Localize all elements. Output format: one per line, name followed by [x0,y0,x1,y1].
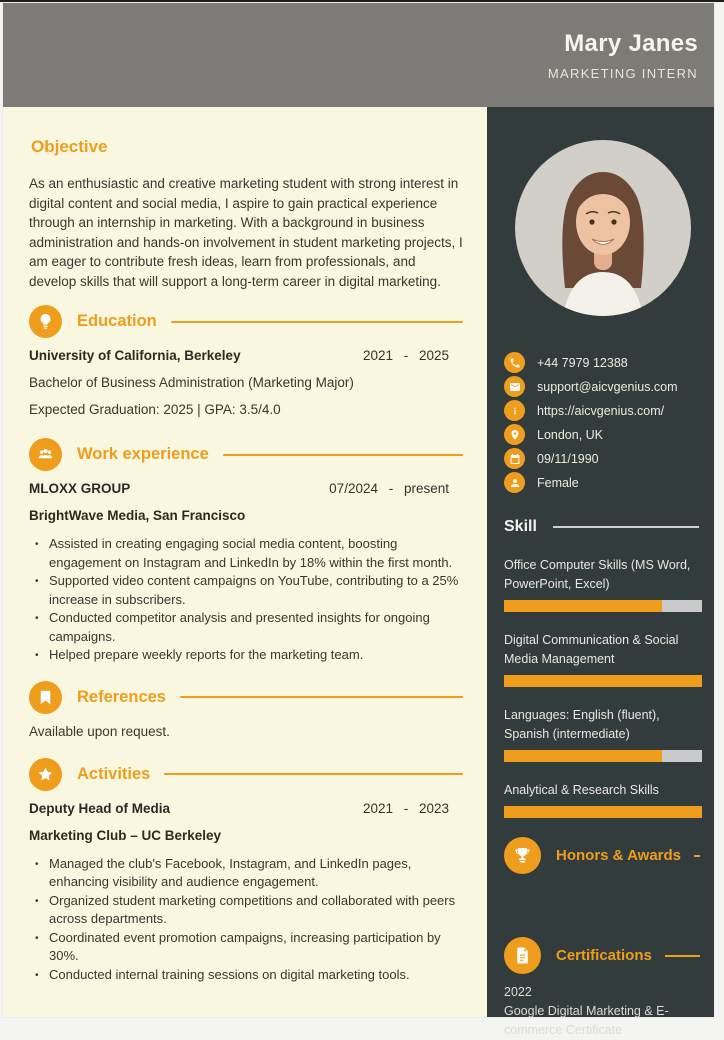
activities-rule [164,773,463,775]
work-entry [29,479,463,499]
section-references [29,681,463,742]
skill-bar-fill [504,600,662,612]
section-activities [29,758,463,985]
lightbulb-icon [29,305,62,338]
website-url: https://aicvgenius.com/ [537,403,665,418]
contact-row [504,424,702,445]
skills-rule [553,526,699,528]
bullet-item: • Helped prepare weekly reports for the marketing team. [35,646,463,665]
skill-item [504,706,702,762]
calendar-icon [504,448,525,469]
profile-photo [515,140,691,316]
activities-entry [29,799,463,819]
skills-list [504,556,702,818]
candidate-name: Mary Janes [564,29,698,57]
resume-sheet [3,3,714,1037]
contact-list [504,352,702,493]
skills-heading: Skill [504,518,537,535]
skill-item [504,781,702,818]
certification-entry [504,983,702,1040]
activities-bullet-list [35,855,463,985]
bullet-item: • Managed the club's Facebook, Instagram, and LinkedIn pages, enhancing visibility and audience engagement. [35,855,463,892]
activities-heading: Activities [77,764,151,783]
sidebar [487,107,714,1037]
work-bullet-list [35,535,463,665]
education-degree: Bachelor of Business Administration (Marketing Major) [29,375,354,390]
skill-label: Digital Communication & Social Media Management [504,633,679,666]
skill-label: Languages: English (fluent), Spanish (intermediate) [504,708,660,741]
email-address: support@aicvgenius.com [537,379,678,394]
left-column [3,107,487,1017]
skill-item [504,631,702,687]
activity-org: Marketing Club – UC Berkeley [29,827,222,843]
objective-text: As an enthusiastic and creative marketing student with strong interest in digital content and social media, I aspire to gain practical experience through an internship in marketing. With a background in business administration and hands-on involvement in student marketing projects, I am eager to contribute fresh ideas, learn from professionals, and develop skills that will support a long-term career in digital marketing. [29,176,463,289]
work-heading: Work experience [77,445,209,463]
phone-number: +44 7979 12388 [537,355,628,370]
education-entry [29,346,463,366]
education-header [29,305,463,338]
skill-bar [504,750,702,762]
skill-bar-fill [504,806,702,818]
certification-name: Google Digital Marketing & E-commerce Certificate [504,1004,669,1037]
honors-heading: Honors & Awards [556,847,682,864]
section-honors [504,837,702,874]
school-name: University of California, Berkeley [29,348,241,363]
skill-bar [504,806,702,818]
star-icon [29,758,62,791]
skill-bar-fill [504,750,662,762]
skill-bar-fill [504,675,702,687]
education-rule [171,321,463,323]
references-text: Available upon request. [29,723,170,739]
website-icon [504,400,525,421]
skill-label: Analytical & Research Skills [504,783,659,797]
work-rule [223,454,463,456]
activities-header [29,758,463,791]
company-name: MLOXX GROUP [29,481,131,496]
contact-row [504,448,702,469]
phone-icon [504,352,525,373]
people-icon [29,438,62,471]
references-rule [180,696,463,698]
work-dates: 07/2024 - present [329,481,449,496]
certifications-heading: Certifications [556,947,652,964]
bullet-item: • Supported video content campaigns on YouTube, contributing to a 25% increase in subscribers. [35,572,463,609]
section-education [29,305,463,420]
candidate-role: MARKETING INTERN [547,65,698,81]
honors-rule [694,855,700,857]
gender-text: Female [537,475,579,490]
section-objective [29,137,463,291]
skill-bar [504,675,702,687]
main-columns [3,107,714,1037]
bookmark-icon [29,681,62,714]
bullet-item: • Assisted in creating engaging social media content, boosting engagement on Instagram and LinkedIn by 18% within the first month. [35,535,463,572]
references-header [29,681,463,714]
education-dates: 2021 - 2025 [362,348,449,363]
skill-item [504,556,702,612]
section-certifications [504,937,702,974]
education-note: Expected Graduation: 2025 | GPA: 3.5/4.0 [29,402,281,417]
work-header [29,438,463,471]
birthdate-text: 09/11/1990 [537,451,599,466]
section-work [29,438,463,665]
skill-label: Office Computer Skills (MS Word, PowerPoint, Excel) [504,558,691,591]
certificate-icon [504,937,541,974]
references-heading: References [77,687,166,706]
objective-heading: Objective [31,137,108,156]
location-text: London, UK [537,427,604,442]
bullet-item: • Coordinated event promotion campaigns, increasing participation by 30%. [35,929,463,966]
work-org: BrightWave Media, San Francisco [29,508,246,523]
email-icon [504,376,525,397]
trophy-icon [504,837,541,874]
certifications-rule [665,955,700,957]
page-top-border [0,0,724,2]
person-icon [504,472,525,493]
activity-dates: 2021 - 2023 [362,800,449,816]
bullet-item: • Organized student marketing competitions and collaborated with peers across departments. [35,892,463,929]
section-skills [504,518,702,818]
bullet-item: • Conducted internal training sessions on digital marketing tools. [35,966,463,985]
education-heading: Education [77,312,157,330]
contact-row [504,472,702,493]
header-bar [3,3,714,107]
skill-bar [504,600,702,612]
activity-role: Deputy Head of Media [29,800,171,816]
contact-row [504,400,702,421]
contact-row [504,352,702,373]
bullet-item: • Conducted competitor analysis and presented insights for ongoing campaigns. [35,609,463,646]
skills-header [504,518,702,536]
contact-row [504,376,702,397]
location-icon [504,424,525,445]
certification-year: 2022 [504,985,532,999]
